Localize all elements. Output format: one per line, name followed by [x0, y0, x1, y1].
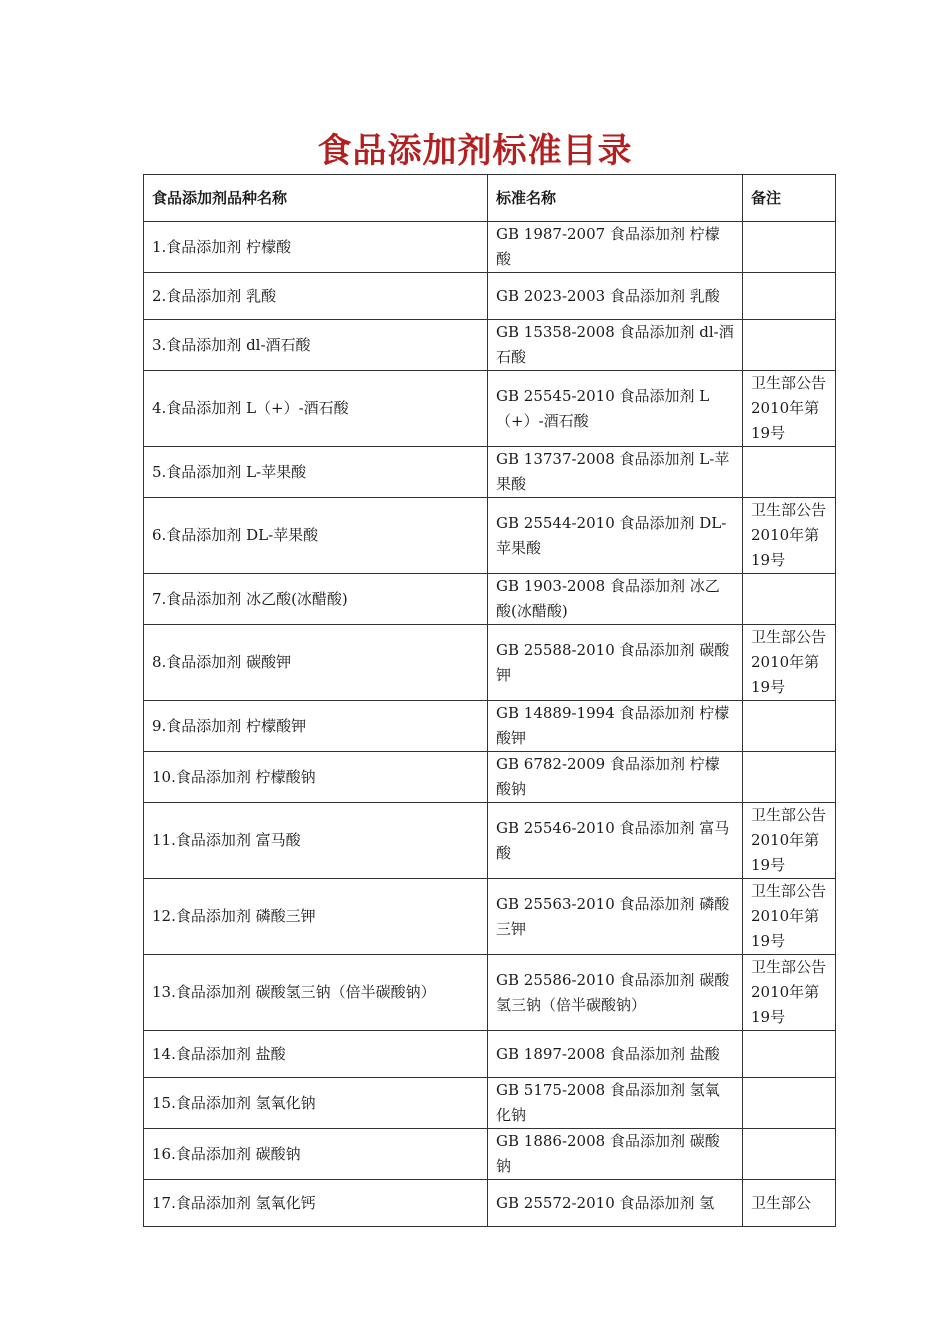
table-header-row — [144, 175, 836, 222]
remarks-cell — [743, 701, 836, 752]
standard-name-cell: GB 25586-2010 食品添加剂 碳酸氢三钠（倍半碳酸钠） — [488, 955, 743, 1031]
remarks-cell — [743, 1129, 836, 1180]
standard-name-cell: GB 25563-2010 食品添加剂 磷酸三钾 — [488, 879, 743, 955]
standard-name-cell: GB 25544-2010 食品添加剂 DL-苹果酸 — [488, 498, 743, 574]
standard-name-cell: GB 14889-1994 食品添加剂 柠檬酸钾 — [488, 701, 743, 752]
standards-table — [143, 174, 836, 1227]
standard-name-cell: GB 25545-2010 食品添加剂 L（+）-酒石酸 — [488, 371, 743, 447]
additive-name-cell: 15.食品添加剂 氢氧化钠 — [144, 1078, 488, 1129]
standard-name-cell: GB 25588-2010 食品添加剂 碳酸钾 — [488, 625, 743, 701]
remarks-cell: 卫生部公告2010年第19号 — [743, 955, 836, 1031]
table-row — [144, 371, 836, 447]
remarks-cell — [743, 752, 836, 803]
standard-name-cell: GB 5175-2008 食品添加剂 氢氧化钠 — [488, 1078, 743, 1129]
remarks-cell: 卫生部公告2010年第19号 — [743, 498, 836, 574]
table-row — [144, 1078, 836, 1129]
remarks-cell — [743, 1078, 836, 1129]
additive-name-cell: 9.食品添加剂 柠檬酸钾 — [144, 701, 488, 752]
additive-name-cell: 6.食品添加剂 DL-苹果酸 — [144, 498, 488, 574]
table-row — [144, 1180, 836, 1227]
table-row — [144, 625, 836, 701]
table-row — [144, 273, 836, 320]
standard-name-cell: GB 1987-2007 食品添加剂 柠檬酸 — [488, 222, 743, 273]
additive-name-cell: 5.食品添加剂 L-苹果酸 — [144, 447, 488, 498]
header-remarks: 备注 — [743, 175, 836, 222]
remarks-cell — [743, 222, 836, 273]
additive-name-cell: 1.食品添加剂 柠檬酸 — [144, 222, 488, 273]
table-row — [144, 701, 836, 752]
table-row — [144, 803, 836, 879]
standard-name-cell: GB 1897-2008 食品添加剂 盐酸 — [488, 1031, 743, 1078]
table-row — [144, 498, 836, 574]
standard-name-cell: GB 15358-2008 食品添加剂 dl-酒石酸 — [488, 320, 743, 371]
remarks-cell — [743, 320, 836, 371]
table-row — [144, 447, 836, 498]
standard-name-cell: GB 6782-2009 食品添加剂 柠檬酸钠 — [488, 752, 743, 803]
table-row — [144, 955, 836, 1031]
table-row — [144, 320, 836, 371]
standard-name-cell: GB 25546-2010 食品添加剂 富马酸 — [488, 803, 743, 879]
remarks-cell: 卫生部公告2010年第19号 — [743, 803, 836, 879]
table-row — [144, 752, 836, 803]
standard-name-cell: GB 1886-2008 食品添加剂 碳酸钠 — [488, 1129, 743, 1180]
remarks-cell — [743, 574, 836, 625]
additive-name-cell: 14.食品添加剂 盐酸 — [144, 1031, 488, 1078]
header-standard-name: 标准名称 — [488, 175, 743, 222]
remarks-cell: 卫生部公 — [743, 1180, 836, 1227]
table-row — [144, 879, 836, 955]
additive-name-cell: 16.食品添加剂 碳酸钠 — [144, 1129, 488, 1180]
additive-name-cell: 7.食品添加剂 冰乙酸(冰醋酸) — [144, 574, 488, 625]
additive-name-cell: 12.食品添加剂 磷酸三钾 — [144, 879, 488, 955]
standard-name-cell: GB 2023-2003 食品添加剂 乳酸 — [488, 273, 743, 320]
table-row — [144, 1129, 836, 1180]
additive-name-cell: 13.食品添加剂 碳酸氢三钠（倍半碳酸钠） — [144, 955, 488, 1031]
additive-name-cell: 2.食品添加剂 乳酸 — [144, 273, 488, 320]
header-additive-name: 食品添加剂品种名称 — [144, 175, 488, 222]
standard-name-cell: GB 1903-2008 食品添加剂 冰乙酸(冰醋酸) — [488, 574, 743, 625]
additive-name-cell: 17.食品添加剂 氢氧化钙 — [144, 1180, 488, 1227]
page-title: 食品添加剂标准目录 — [317, 131, 633, 171]
additive-name-cell: 3.食品添加剂 dl-酒石酸 — [144, 320, 488, 371]
additive-name-cell: 10.食品添加剂 柠檬酸钠 — [144, 752, 488, 803]
table-row — [144, 1031, 836, 1078]
remarks-cell: 卫生部公告2010年第19号 — [743, 625, 836, 701]
remarks-cell: 卫生部公告2010年第19号 — [743, 371, 836, 447]
standard-name-cell: GB 25572-2010 食品添加剂 氢 — [488, 1180, 743, 1227]
remarks-cell — [743, 1031, 836, 1078]
remarks-cell: 卫生部公告2010年第19号 — [743, 879, 836, 955]
additive-name-cell: 4.食品添加剂 L（+）-酒石酸 — [144, 371, 488, 447]
additive-name-cell: 11.食品添加剂 富马酸 — [144, 803, 488, 879]
remarks-cell — [743, 447, 836, 498]
remarks-cell — [743, 273, 836, 320]
additive-name-cell: 8.食品添加剂 碳酸钾 — [144, 625, 488, 701]
table-row — [144, 222, 836, 273]
standard-name-cell: GB 13737-2008 食品添加剂 L-苹果酸 — [488, 447, 743, 498]
table-row — [144, 574, 836, 625]
